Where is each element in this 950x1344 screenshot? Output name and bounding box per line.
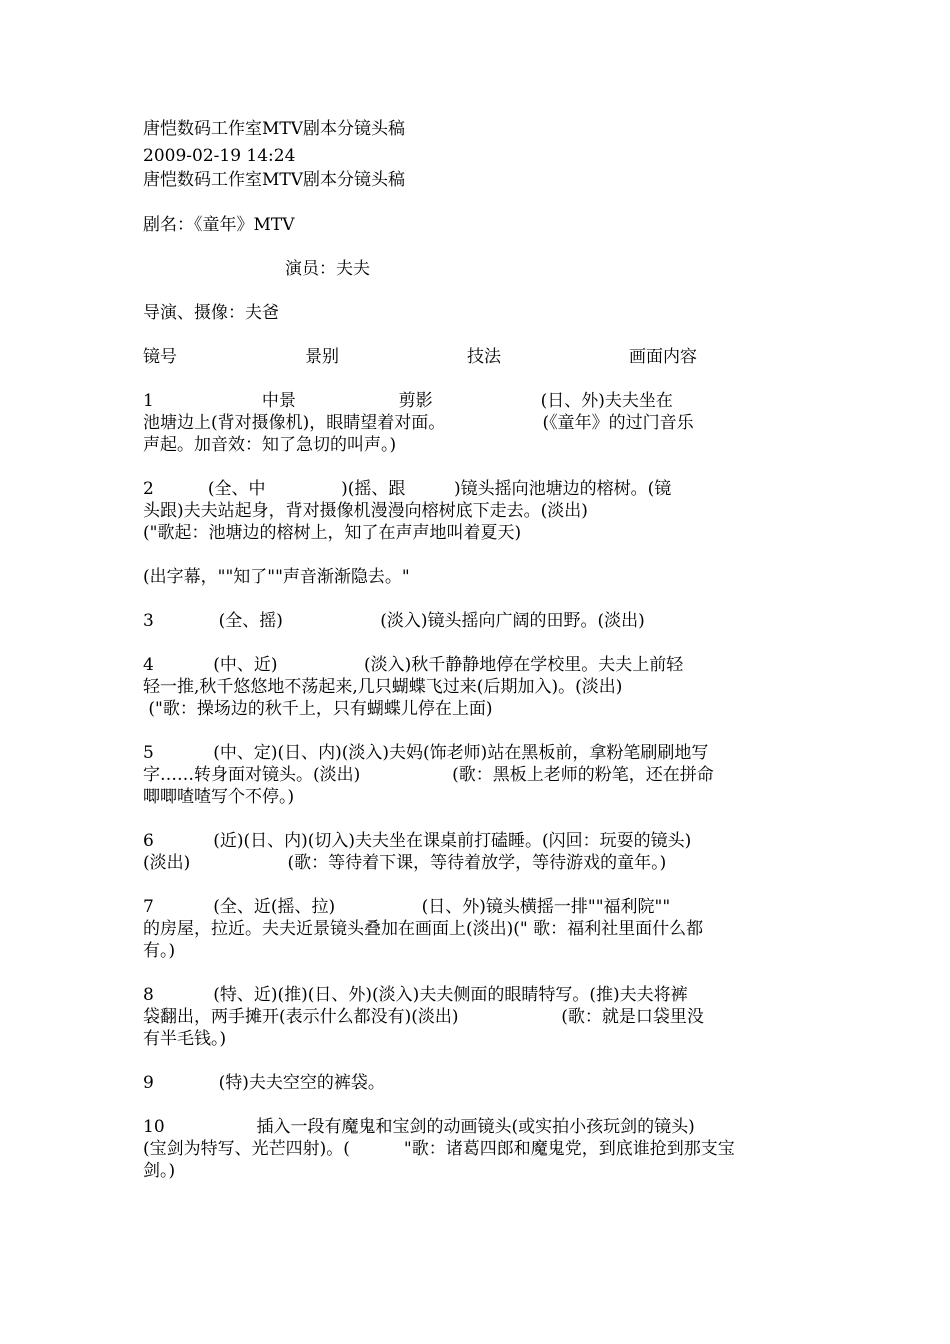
shot-1-line-1: 1 中景 剪影 (日、外)夫夫坐在	[143, 391, 673, 411]
document-subtitle: 唐恺数码工作室MTV剧本分镜头稿	[143, 170, 406, 190]
shot-8-line-2: 袋翻出，两手摊开(表示什么都没有)(淡出) (歌：就是口袋里没	[143, 1007, 704, 1027]
shot-2-line-5: (出字幕，""知了""声音渐渐隐去。"	[143, 567, 410, 587]
shot-7-line-3: 有。)	[143, 941, 176, 961]
column-header-technique: 技法	[467, 347, 501, 367]
shot-1-line-3: 声起。加音效：知了急切的叫声。)	[143, 435, 397, 455]
shot-8-line-1: 8 (特、近)(推)(日、外)(淡入)夫夫侧面的眼睛特写。(推)夫夫将裤	[143, 985, 688, 1005]
shot-2-line-1: 2 (全、中 )(摇、跟 )镜头摇向池塘边的榕树。(镜	[143, 479, 672, 499]
shot-8-line-3: 有半毛钱。)	[143, 1029, 227, 1049]
shot-4-line-2: 轻一推,秋千悠悠地不荡起来,几只蝴蝶飞过来(后期加入)。(淡出)	[143, 677, 623, 697]
shot-10-line-3: 剑。)	[143, 1161, 176, 1181]
shot-6-line-1: 6 (近)(日、内)(切入)夫夫坐在课桌前打磕睡。(闪回：玩耍的镜头)	[143, 831, 692, 851]
actor-line: 演员：夫夫	[285, 259, 370, 279]
shot-5-line-1: 5 (中、定)(日、内)(淡入)夫妈(饰老师)站在黑板前，拿粉笔刷刷地写	[143, 743, 709, 763]
shot-6-line-2: (淡出) (歌：等待着下课，等待着放学，等待游戏的童年。)	[143, 853, 667, 873]
shot-10-line-1: 10 插入一段有魔鬼和宝剑的动画镜头(或实拍小孩玩剑的镜头)	[143, 1117, 695, 1137]
shot-5-line-2: 字……转身面对镜头。(淡出) (歌：黑板上老师的粉笔，还在拼命	[143, 765, 714, 785]
shot-3-line-1: 3 (全、摇) (淡入)镜头摇向广阔的田野。(淡出)	[143, 611, 645, 631]
shot-7-line-2: 的房屋，拉近。夫夫近景镜头叠加在画面上(淡出)(" 歌：福利社里面什么都	[143, 919, 704, 939]
document-title: 唐恺数码工作室MTV剧本分镜头稿	[143, 119, 406, 139]
column-header-scene-type: 景别	[305, 347, 339, 367]
shot-5-line-3: 唧唧喳喳写个不停。)	[143, 787, 295, 807]
shot-2-line-3: ("歌起：池塘边的榕树上，知了在声声地叫着夏天)	[143, 523, 522, 543]
shot-9-line-1: 9 (特)夫夫空空的裤袋。	[143, 1073, 385, 1093]
shot-4-line-3: ("歌：操场边的秋千上，只有蝴蝶儿停在上面)	[143, 699, 493, 719]
shot-1-line-2: 池塘边上(背对摄像机)，眼睛望着对面。 (《童年》的过门音乐	[143, 413, 694, 433]
shot-10-line-2: (宝剑为特写、光芒四射)。( "歌：诸葛四郎和魔鬼党，到底谁抢到那支宝	[143, 1139, 735, 1159]
shot-2-line-2: 头跟)夫夫站起身，背对摄像机漫漫向榕树底下走去。(淡出)	[143, 501, 588, 521]
director-line: 导演、摄像：夫爸	[143, 303, 279, 323]
shot-7-line-1: 7 (全、近(摇、拉) (日、外)镜头横摇一排""福利院""	[143, 897, 671, 917]
document-datetime: 2009-02-19 14:24	[143, 146, 296, 166]
drama-name: 剧名：《童年》MTV	[143, 215, 295, 235]
shot-4-line-1: 4 (中、近) (淡入)秋千静静地停在学校里。夫夫上前轻	[143, 655, 684, 675]
column-header-shot-number: 镜号	[143, 347, 177, 367]
column-header-picture-content: 画面内容	[629, 347, 697, 367]
